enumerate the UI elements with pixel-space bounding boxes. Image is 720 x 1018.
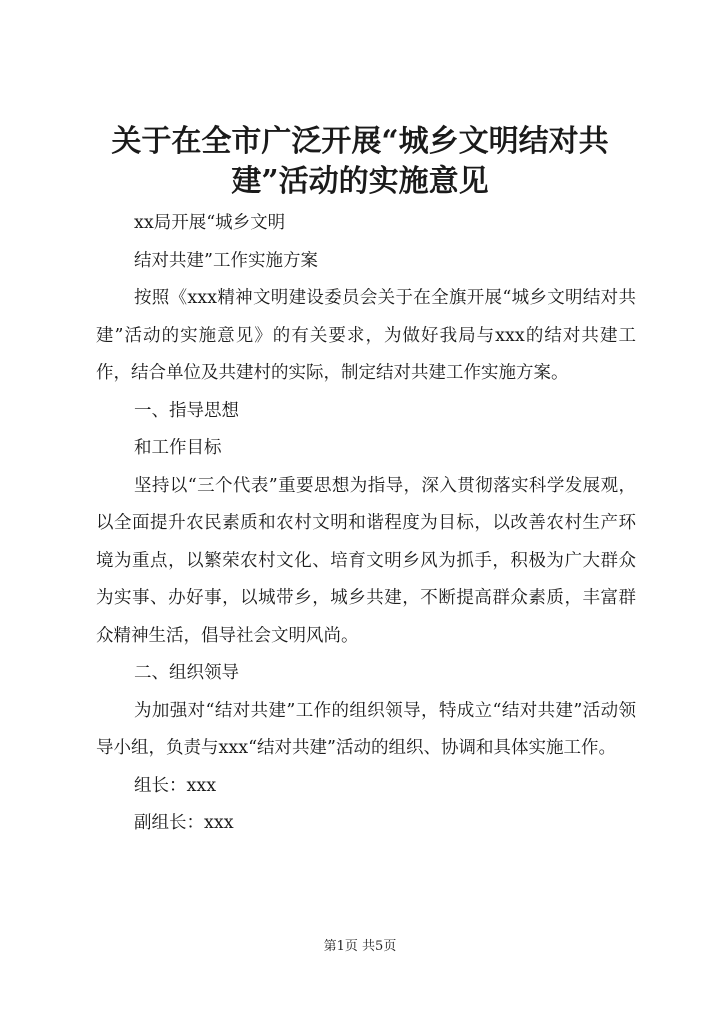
page-indicator: 第1页 共5页 — [323, 939, 397, 954]
document-body — [96, 205, 636, 843]
section-heading-guiding-thought: 一、指导思想 — [134, 400, 239, 421]
section-heading-work-goals: 和工作目标 — [134, 438, 222, 458]
document-title: 关于在全市广泛开展“城乡文明结对共建”活动的实施意见 — [111, 124, 609, 199]
paragraph-organization: 为加强对“结对共建”工作的组织领导，特成立“结对共建”活动领导小组，负责与xxx“结对共建”活动的组织、协调和具体实施工作。 — [96, 700, 636, 758]
team-leader-line: 组长：xxx — [134, 775, 217, 796]
section-heading-organization: 二、组织领导 — [134, 663, 239, 683]
paragraph-heading-line-1: xx局开展“城乡文明 — [134, 213, 286, 233]
deputy-leader-line: 副组长：xxx — [134, 813, 234, 833]
paragraph-intro: 按照《xxx精神文明建设委员会关于在全旗开展“城乡文明结对共建”活动的实施意见》的有关要求，为做好我局与xxx的结对共建工作，结合单位及共建村的实际，制定结对共建工作实施方案。 — [96, 288, 636, 383]
paragraph-heading-line-2: 结对共建”工作实施方案 — [134, 250, 318, 271]
paragraph-guiding-thought: 坚持以“三个代表”重要思想为指导，深入贯彻落实科学发展观，以全面提升农民素质和农村文明和谐程度为目标，以改善农村生产环境为重点，以繁荣农村文化、培育文明乡风为抓手，积极为广大群众为实事、办好事，以城带乡，城乡共建，不断提高群众素质，丰富群众精神生活，倡导社会文明风尚。 — [96, 475, 636, 646]
